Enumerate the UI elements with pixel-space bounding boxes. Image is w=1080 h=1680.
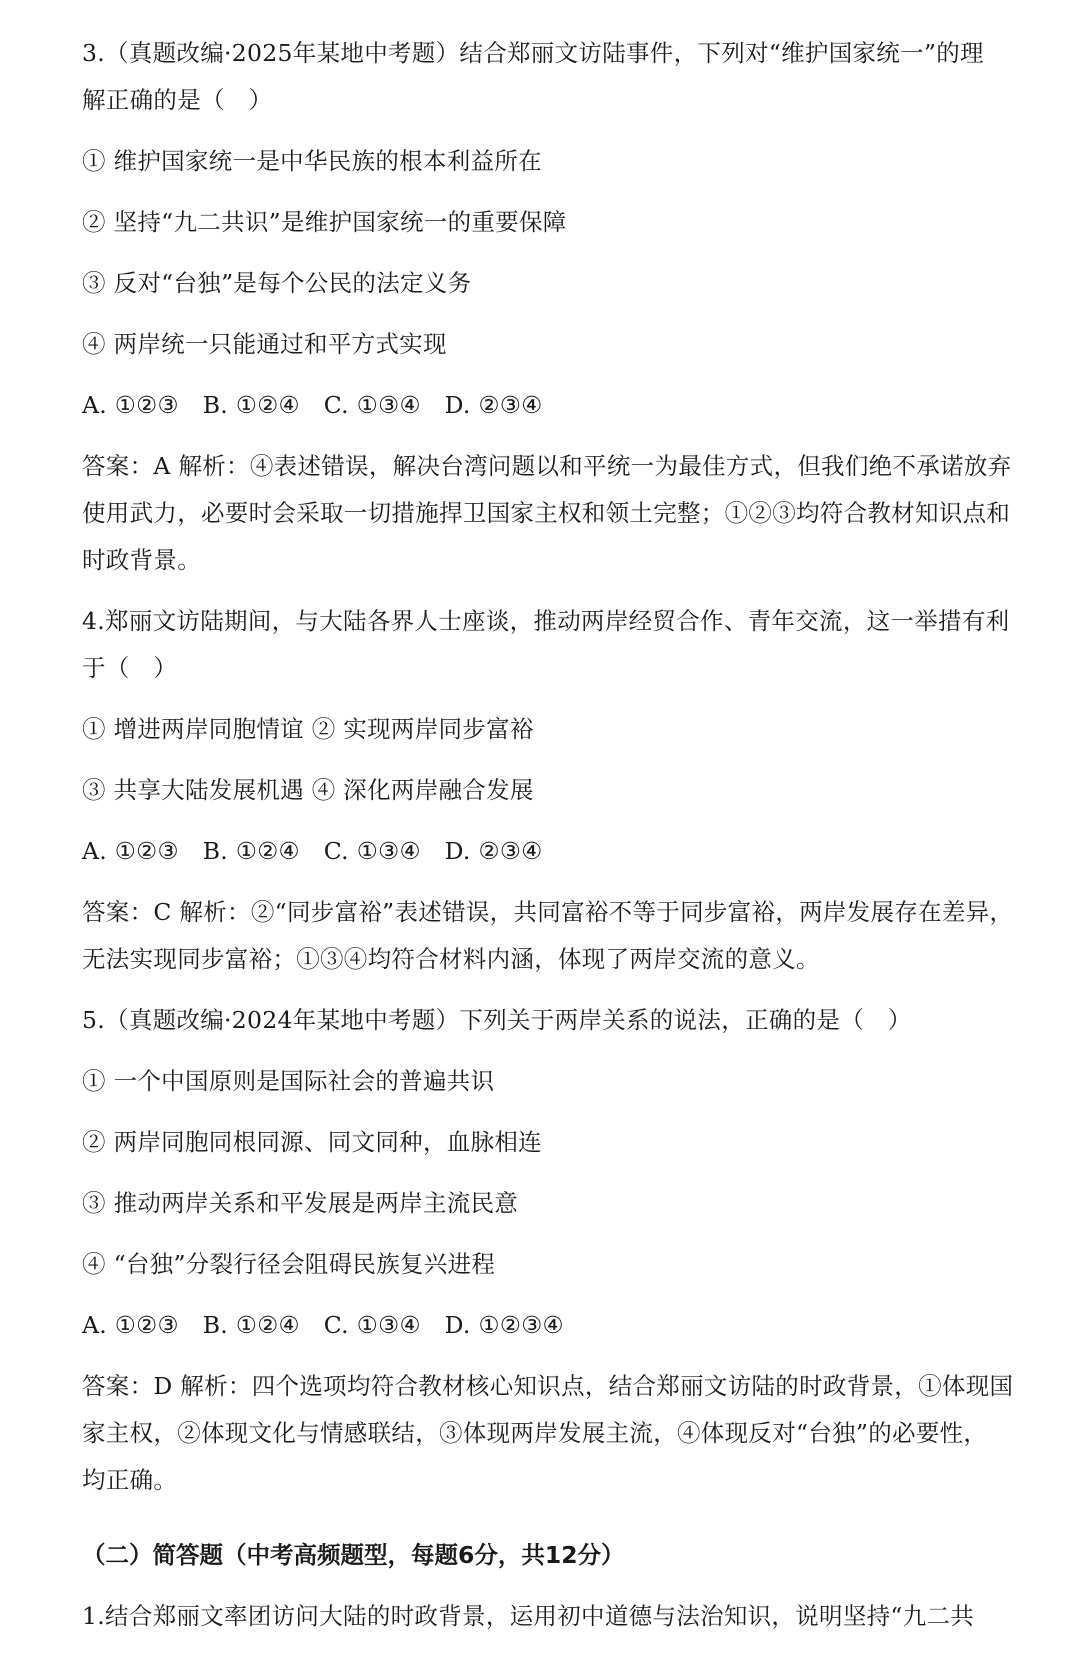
q5-option-4: ④ “台独”分裂行径会阻碍民族复兴进程 <box>82 1250 496 1278</box>
q4-stem-line-2: 于（ ） <box>82 654 178 682</box>
q3-option-3: ③ 反对“台独”是每个公民的法定义务 <box>82 269 472 297</box>
section-2-q1-line-1: 1.结合郑丽文率团访问大陆的时政背景，运用初中道德与法治知识，说明坚持“九二共 <box>82 1602 975 1630</box>
q3-choices: A. ①②③ B. ①②④ C. ①③④ D. ②③④ <box>82 391 543 419</box>
q4-options-row-1: ① 增进两岸同胞情谊 ② 实现两岸同步富裕 <box>82 715 534 743</box>
q5-answer-line-1: 答案：D 解析：四个选项均符合教材核心知识点，结合郑丽文访陆的时政背景，①体现国 <box>82 1372 1014 1400</box>
q5-answer-line-3: 均正确。 <box>82 1466 178 1494</box>
q3-option-1: ① 维护国家统一是中华民族的根本利益所在 <box>82 147 542 175</box>
q5-option-2: ② 两岸同胞同根同源、同文同种，血脉相连 <box>82 1128 542 1156</box>
q4-stem-line-1: 4.郑丽文访陆期间，与大陆各界人士座谈，推动两岸经贸合作、青年交流，这一举措有利 <box>82 607 1010 635</box>
q4-choices: A. ①②③ B. ①②④ C. ①③④ D. ②③④ <box>82 837 543 865</box>
q5-answer-line-2: 家主权，②体现文化与情感联结，③体现两岸发展主流，④体现反对“台独”的必要性， <box>82 1419 988 1447</box>
q3-stem-line-2: 解正确的是（ ） <box>82 86 273 114</box>
q3-option-4: ④ 两岸统一只能通过和平方式实现 <box>82 330 447 358</box>
q3-answer-line-2: 使用武力，必要时会采取一切措施捍卫国家主权和领土完整；①②③均符合教材知识点和 <box>82 499 1011 527</box>
q3-answer-line-3: 时政背景。 <box>82 546 201 574</box>
q5-choices: A. ①②③ B. ①②④ C. ①③④ D. ①②③④ <box>82 1311 564 1339</box>
q4-options-row-2: ③ 共享大陆发展机遇 ④ 深化两岸融合发展 <box>82 776 534 804</box>
q5-option-3: ③ 推动两岸关系和平发展是两岸主流民意 <box>82 1189 519 1217</box>
section-2-title: （二）简答题（中考高频题型，每题6分，共12分） <box>82 1541 625 1569</box>
q5-stem-line-1: 5.（真题改编·2024年某地中考题）下列关于两岸关系的说法，正确的是（ ） <box>82 1006 912 1034</box>
q3-stem-line-1: 3.（真题改编·2025年某地中考题）结合郑丽文访陆事件，下列对“维护国家统一”的理 <box>82 39 984 67</box>
q5-option-1: ① 一个中国原则是国际社会的普遍共识 <box>82 1067 495 1095</box>
q3-answer-line-1: 答案：A 解析：④表述错误，解决台湾问题以和平统一为最佳方式，但我们绝不承诺放弃 <box>82 452 1012 480</box>
q4-answer-line-1: 答案：C 解析：②“同步富裕”表述错误，共同富裕不等于同步富裕，两岸发展存在差异， <box>82 898 1014 926</box>
q3-option-2: ② 坚持“九二共识”是维护国家统一的重要保障 <box>82 208 567 236</box>
document-page <box>82 30 1044 1640</box>
q4-answer-line-2: 无法实现同步富裕；①③④均符合材料内涵，体现了两岸交流的意义。 <box>82 945 820 973</box>
